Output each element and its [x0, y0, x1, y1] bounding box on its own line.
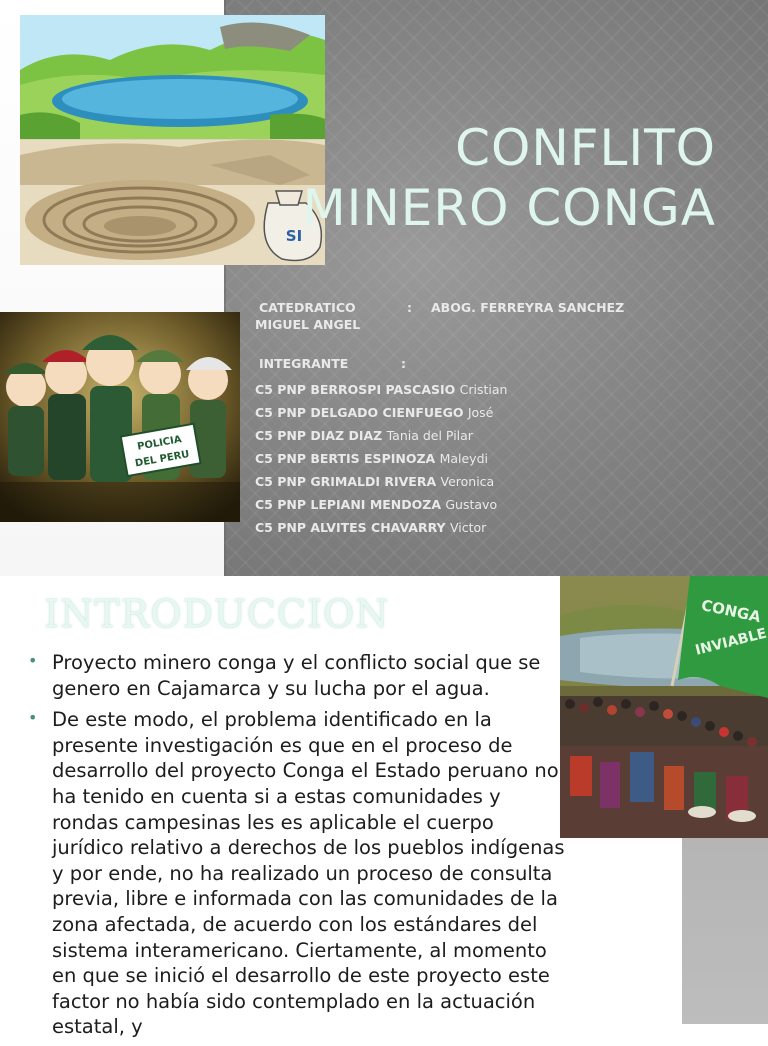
police-illustration	[0, 312, 240, 522]
member-item: C5 PNP ALVITES CHAVARRY Victor	[255, 520, 487, 535]
catedratico-row	[255, 299, 725, 316]
svg-text:SI: SI	[285, 227, 303, 245]
svg-text:CONGA: CONGA	[699, 596, 763, 627]
bullet-item: • De este modo, el problema identificado en la presente investigación es que en el proceso de desarrollo del proyecto Conga el Estado peruano no ha tenido en cuenta si a estas comunidades y rondas campesinas les es aplicable el cuerpo jurídico relativo a derechos de los pueblos indígenas y por ende, no ha realizado un proceso de consulta previa, libre e informada con las comunidades de la zona afectada, de acuerdo con los estándares del sistema interamericano. Ciertamente, al momento en que se inició el desarrollo de este proyecto este factor no había sido contemplado en la actuación estatal, y	[28, 707, 568, 1040]
member-item: C5 PNP BERTIS ESPINOZA Maleydi	[255, 451, 488, 466]
credits-block	[255, 299, 725, 539]
catedratico-label: CATEDRATICO	[259, 300, 356, 315]
member-item: C5 PNP LEPIANI MENDOZA Gustavo	[255, 497, 498, 512]
bullet-list	[28, 650, 568, 1046]
members-list	[255, 378, 725, 539]
integrante-label: INTEGRANTE	[259, 356, 349, 371]
protest-photo	[560, 576, 768, 838]
svg-text:POLICIA: POLICIA	[136, 434, 183, 453]
svg-text:DEL PERU: DEL PERU	[134, 449, 191, 470]
bullet-item: • Proyecto minero conga y el conflicto social que se genero en Cajamarca y su lucha por el agua.	[28, 650, 568, 701]
member-item: C5 PNP DIAZ DIAZ Tania del Pilar	[255, 428, 473, 443]
title-line-1: CONFLITO	[455, 119, 716, 177]
member-item: C5 PNP DELGADO CIENFUEGO José	[255, 405, 494, 420]
catedratico-value-continued: MIGUEL ANGEL	[255, 317, 361, 332]
introduction-slide	[0, 576, 768, 1039]
catedratico-colon: :	[407, 300, 412, 315]
integrante-colon: :	[401, 356, 406, 371]
section-heading: INTRODUCCION	[44, 592, 390, 636]
member-item: C5 PNP GRIMALDI RIVERA Veronica	[255, 474, 495, 489]
svg-text:INVIABLE: INVIABLE	[693, 625, 768, 659]
slide-title	[246, 118, 716, 238]
catedratico-value: ABOG. FERREYRA SANCHEZ	[431, 300, 625, 315]
member-item: C5 PNP BERROSPI PASCASIO Cristian	[255, 382, 508, 397]
title-line-2: MINERO CONGA	[302, 179, 716, 237]
integrante-row	[255, 355, 725, 372]
